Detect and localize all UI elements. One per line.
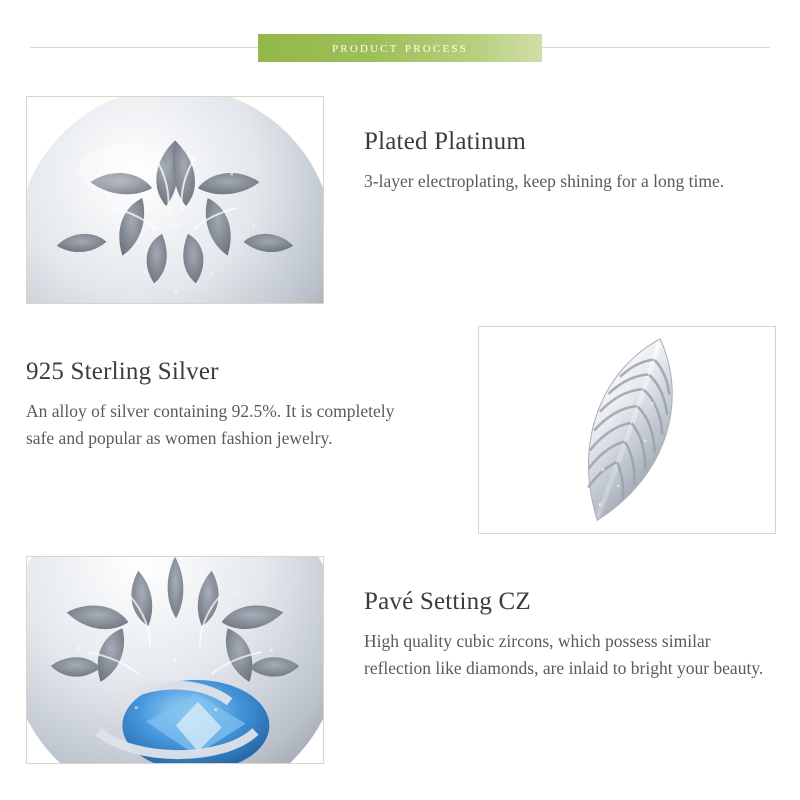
feature-row-sterling-silver (26, 326, 776, 534)
image-frame-plated-platinum (26, 96, 324, 304)
feature-title: Pavé Setting CZ (364, 588, 531, 615)
feature-description: An alloy of silver containing 92.5%. It is completely safe and popular as women fashion jewelry. (26, 401, 395, 449)
feature-row-plated-platinum (26, 96, 776, 304)
feature-title: 925 Sterling Silver (26, 358, 219, 385)
silver-openwork-ball-charm-with-blue-cz-image (27, 557, 323, 763)
silver-feather-leaf-charm-image (479, 327, 775, 533)
feature-row-pave-setting-cz (26, 556, 776, 764)
feature-text-plated-platinum (324, 96, 776, 304)
feature-title: Plated Platinum (364, 128, 527, 155)
feature-description: 3-layer electroplating, keep shining for a long time. (364, 171, 725, 191)
feature-description: High quality cubic zircons, which possess similar reflection like diamonds, are inlaid to bright your beauty. (364, 631, 764, 679)
image-frame-sterling-silver (478, 326, 776, 534)
section-banner (258, 34, 542, 62)
feature-text-pave-setting-cz (324, 556, 776, 764)
silver-openwork-ball-charm-closeup-image (27, 97, 323, 303)
feature-text-sterling-silver (26, 326, 478, 534)
image-frame-pave-setting-cz (26, 556, 324, 764)
page-header (0, 0, 800, 76)
banner-title: product process (331, 39, 469, 56)
